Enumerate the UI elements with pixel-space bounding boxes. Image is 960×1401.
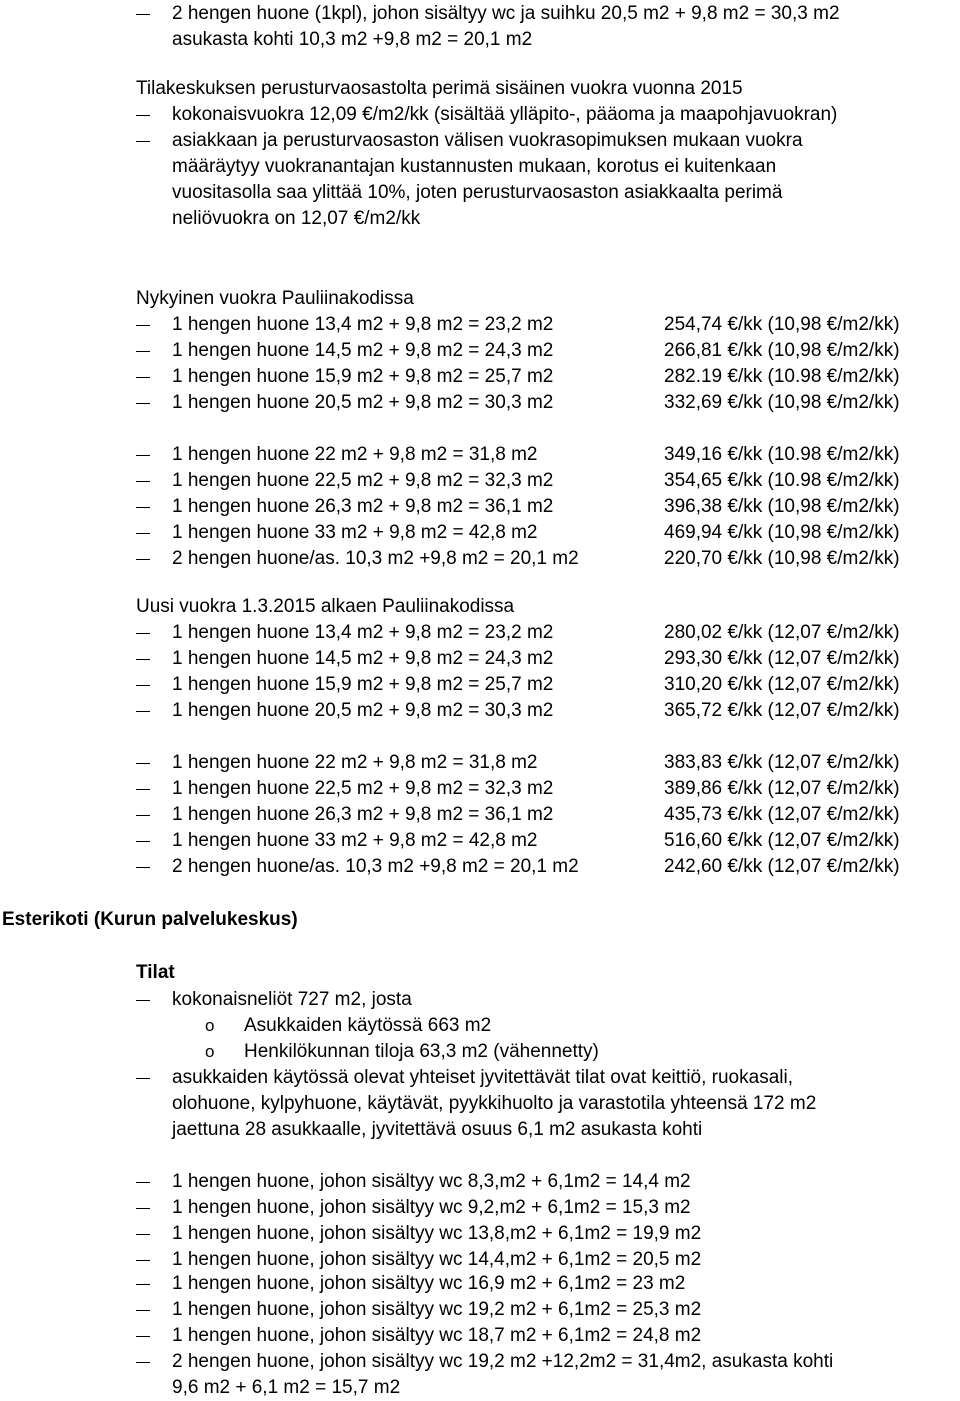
new-rent-heading: Uusi vuokra 1.3.2015 alkaen Pauliinakodissa — [136, 596, 515, 617]
esterikoti-room: 2 hengen huone, johon sisältyy wc 19,2 m2 +12,2m2 = 31,4m2, asukasta kohti — [172, 1351, 834, 1372]
resident-area-item: Asukkaiden käytössä 663 m2 — [244, 1015, 492, 1036]
room-description: 1 hengen huone 22 m2 + 9,8 m2 = 31,8 m2 — [172, 752, 538, 773]
esterikoti-room: 1 hengen huone, johon sisältyy wc 9,2,m2 + 6,1m2 = 15,3 m2 — [172, 1197, 691, 1218]
room-description: 1 hengen huone 13,4 m2 + 9,8 m2 = 23,2 m2 — [172, 314, 554, 335]
bullet-dash — [136, 1336, 150, 1337]
bullet-dash — [136, 867, 150, 868]
room-description: 1 hengen huone 26,3 m2 + 9,8 m2 = 36,1 m2 — [172, 496, 554, 517]
bullet-dash — [136, 1284, 150, 1285]
room-rent: 396,38 €/kk (10,98 €/m2/kk) — [664, 496, 900, 517]
bullet-dash — [136, 841, 150, 842]
bullet-dash — [136, 377, 150, 378]
room-rent: 349,16 €/kk (10.98 €/m2/kk) — [664, 444, 900, 465]
bullet-dash — [136, 1260, 150, 1261]
room-description: 1 hengen huone 33 m2 + 9,8 m2 = 42,8 m2 — [172, 522, 538, 543]
room-rent: 383,83 €/kk (12,07 €/m2/kk) — [664, 752, 900, 773]
shared-area-line: olohuone, kylpyhuone, käytävät, pyykkihuolto ja varastotila yhteensä 172 m2 — [172, 1093, 817, 1114]
staff-area-item: Henkilökunnan tiloja 63,3 m2 (vähennetty) — [244, 1041, 599, 1062]
current-rent-heading: Nykyinen vuokra Pauliinakodissa — [136, 288, 414, 309]
esterikoti-room: 1 hengen huone, johon sisältyy wc 14,4,m2 + 6,1m2 = 20,5 m2 — [172, 1249, 702, 1270]
bullet-dash — [136, 1310, 150, 1311]
bullet-dash — [136, 351, 150, 352]
room-description: 2 hengen huone/as. 10,3 m2 +9,8 m2 = 20,1 m2 — [172, 548, 579, 569]
room-rent: 254,74 €/kk (10,98 €/m2/kk) — [664, 314, 900, 335]
bullet-dash — [136, 1362, 150, 1363]
bullet-dash — [136, 403, 150, 404]
rent-agreement-line: vuositasolla saa ylittää 10%, joten perusturvaosaston asiakkaalta perimä — [172, 182, 783, 203]
room-description: 1 hengen huone 26,3 m2 + 9,8 m2 = 36,1 m2 — [172, 804, 554, 825]
bullet-dash — [136, 789, 150, 790]
bullet-dash — [136, 115, 150, 116]
bullet-dash — [136, 711, 150, 712]
bullet-dash — [136, 1078, 150, 1079]
esterikoti-room: 1 hengen huone, johon sisältyy wc 16,9 m2 + 6,1m2 = 23 m2 — [172, 1273, 686, 1294]
bullet-dash — [136, 559, 150, 560]
intro-bullet: 2 hengen huone (1kpl), johon sisältyy wc ja suihku 20,5 m2 + 9,8 m2 = 30,3 m2 — [172, 3, 840, 24]
room-description: 2 hengen huone/as. 10,3 m2 +9,8 m2 = 20,1 m2 — [172, 856, 579, 877]
rent-agreement-line: asiakkaan ja perusturvaosaston välisen vuokrasopimuksen mukaan vuokra — [172, 130, 803, 151]
sub-bullet-circle: o — [205, 1016, 215, 1035]
esterikoti-room: 1 hengen huone, johon sisältyy wc 18,7 m2 + 6,1m2 = 24,8 m2 — [172, 1325, 702, 1346]
bullet-dash — [136, 815, 150, 816]
bullet-dash — [136, 325, 150, 326]
sub-bullet-circle: o — [205, 1042, 215, 1061]
room-rent: 365,72 €/kk (12,07 €/m2/kk) — [664, 700, 900, 721]
room-rent: 354,65 €/kk (10.98 €/m2/kk) — [664, 470, 900, 491]
bullet-dash — [136, 763, 150, 764]
total-rent-bullet: kokonaisvuokra 12,09 €/m2/kk (sisältää ylläpito-, pääoma ja maapohjavuokran) — [172, 104, 838, 125]
shared-area-line: jaettuna 28 asukkaalle, jyvitettävä osuus 6,1 m2 asukasta kohti — [172, 1119, 703, 1140]
room-description: 1 hengen huone 14,5 m2 + 9,8 m2 = 24,3 m2 — [172, 648, 554, 669]
room-description: 1 hengen huone 22,5 m2 + 9,8 m2 = 32,3 m2 — [172, 470, 554, 491]
room-rent: 220,70 €/kk (10,98 €/m2/kk) — [664, 548, 900, 569]
room-rent: 389,86 €/kk (12,07 €/m2/kk) — [664, 778, 900, 799]
bullet-dash — [136, 1234, 150, 1235]
bullet-dash — [136, 633, 150, 634]
last-room-continuation: 9,6 m2 + 6,1 m2 = 15,7 m2 — [172, 1377, 401, 1398]
room-rent: 266,81 €/kk (10,98 €/m2/kk) — [664, 340, 900, 361]
room-description: 1 hengen huone 15,9 m2 + 9,8 m2 = 25,7 m2 — [172, 674, 554, 695]
room-description: 1 hengen huone 20,5 m2 + 9,8 m2 = 30,3 m2 — [172, 392, 554, 413]
room-rent: 242,60 €/kk (12,07 €/m2/kk) — [664, 856, 900, 877]
intro-bullet-continuation: asukasta kohti 10,3 m2 +9,8 m2 = 20,1 m2 — [172, 29, 533, 50]
bullet-dash — [136, 1182, 150, 1183]
shared-area-line: asukkaiden käytössä olevat yhteiset jyvitettävät tilat ovat keittiö, ruokasali, — [172, 1067, 793, 1088]
room-description: 1 hengen huone 13,4 m2 + 9,8 m2 = 23,2 m2 — [172, 622, 554, 643]
bullet-dash — [136, 141, 150, 142]
esterikoti-room: 1 hengen huone, johon sisältyy wc 19,2 m2 + 6,1m2 = 25,3 m2 — [172, 1299, 702, 1320]
room-description: 1 hengen huone 14,5 m2 + 9,8 m2 = 24,3 m2 — [172, 340, 554, 361]
rent-agreement-line: määräytyy vuokranantajan kustannusten mukaan, korotus ei kuitenkaan — [172, 156, 777, 177]
room-rent: 280,02 €/kk (12,07 €/m2/kk) — [664, 622, 900, 643]
bullet-dash — [136, 533, 150, 534]
bullet-dash — [136, 14, 150, 15]
bullet-dash — [136, 455, 150, 456]
room-rent: 332,69 €/kk (10,98 €/m2/kk) — [664, 392, 900, 413]
room-description: 1 hengen huone 22 m2 + 9,8 m2 = 31,8 m2 — [172, 444, 538, 465]
rent-agreement-line: neliövuokra on 12,07 €/m2/kk — [172, 208, 421, 229]
room-description: 1 hengen huone 33 m2 + 9,8 m2 = 42,8 m2 — [172, 830, 538, 851]
esterikoti-room: 1 hengen huone, johon sisältyy wc 13,8,m2 + 6,1m2 = 19,9 m2 — [172, 1223, 702, 1244]
room-description: 1 hengen huone 15,9 m2 + 9,8 m2 = 25,7 m2 — [172, 366, 554, 387]
bullet-dash — [136, 1000, 150, 1001]
total-area-bullet: kokonaisneliöt 727 m2, josta — [172, 989, 412, 1010]
room-rent: 469,94 €/kk (10,98 €/m2/kk) — [664, 522, 900, 543]
room-rent: 516,60 €/kk (12,07 €/m2/kk) — [664, 830, 900, 851]
tilat-subheading: Tilat — [136, 962, 175, 983]
bullet-dash — [136, 481, 150, 482]
rent-section-heading: Tilakeskuksen perusturvaosastolta perimä sisäinen vuokra vuonna 2015 — [136, 78, 743, 99]
room-description: 1 hengen huone 20,5 m2 + 9,8 m2 = 30,3 m2 — [172, 700, 554, 721]
bullet-dash — [136, 507, 150, 508]
bullet-dash — [136, 659, 150, 660]
bullet-dash — [136, 1208, 150, 1209]
room-rent: 293,30 €/kk (12,07 €/m2/kk) — [664, 648, 900, 669]
esterikoti-room: 1 hengen huone, johon sisältyy wc 8,3,m2 + 6,1m2 = 14,4 m2 — [172, 1171, 691, 1192]
room-rent: 435,73 €/kk (12,07 €/m2/kk) — [664, 804, 900, 825]
esterikoti-heading: Esterikoti (Kurun palvelukeskus) — [2, 909, 298, 930]
room-rent: 310,20 €/kk (12,07 €/m2/kk) — [664, 674, 900, 695]
room-description: 1 hengen huone 22,5 m2 + 9,8 m2 = 32,3 m2 — [172, 778, 554, 799]
bullet-dash — [136, 685, 150, 686]
room-rent: 282.19 €/kk (10.98 €/m2/kk) — [664, 366, 900, 387]
